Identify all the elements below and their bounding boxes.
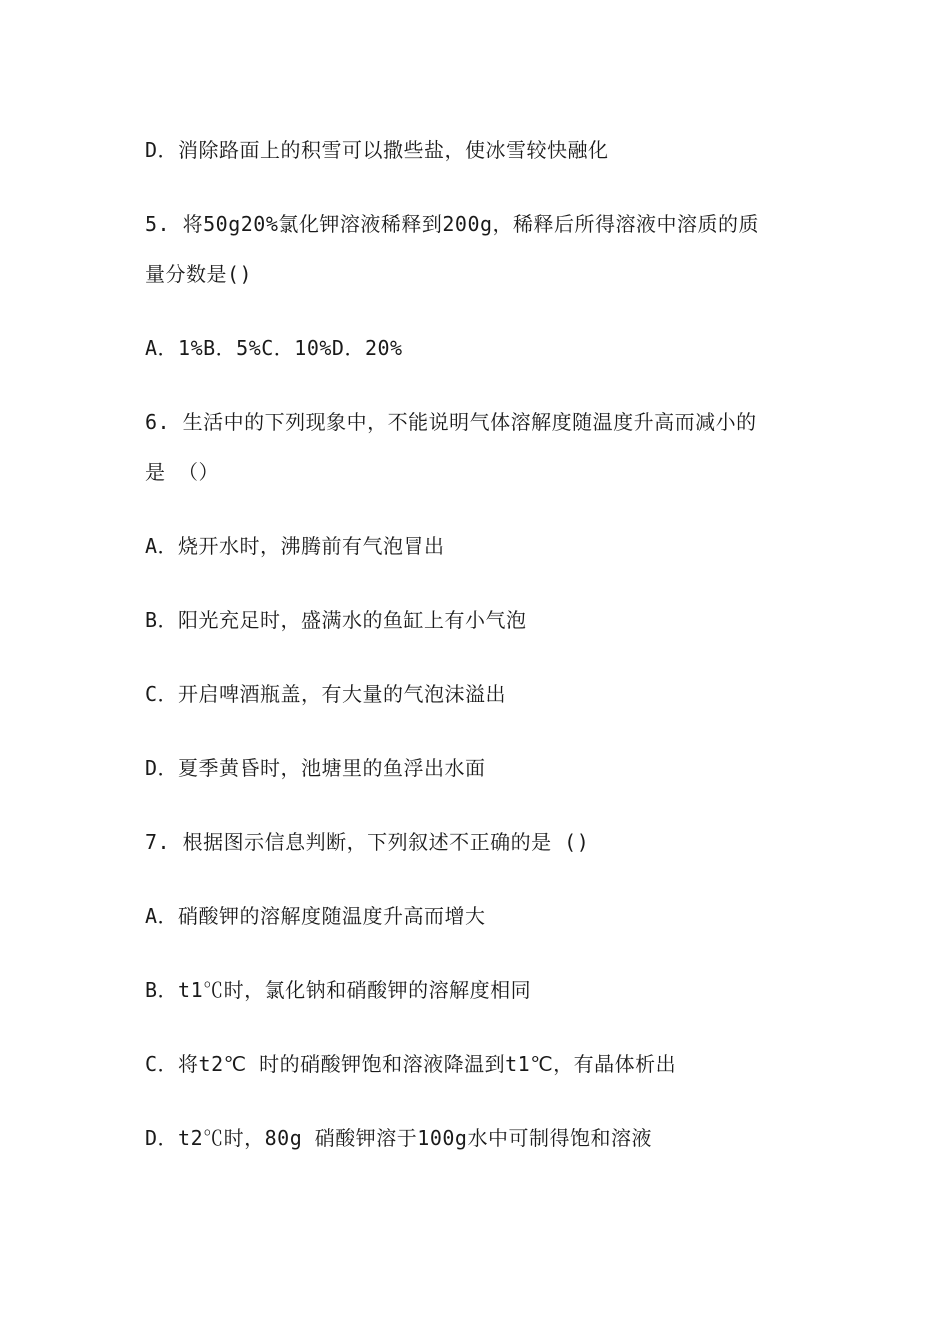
question-7-option-d: D．t2℃时，80g 硝酸钾溶于100g水中可制得饱和溶液 [145, 1126, 652, 1150]
option-4d: D．消除路面上的积雪可以撒些盐，使冰雪较快融化 [145, 138, 609, 162]
question-5-line-1: 5. 将50g20%氯化钾溶液稀释到200g，稀释后所得溶液中溶质的质 [145, 212, 760, 236]
question-7-option-c: C．将t2℃ 时的硝酸钾饱和溶液降温到t1℃，有晶体析出 [145, 1052, 677, 1076]
question-7-option-a: A．硝酸钾的溶解度随温度升高而增大 [145, 904, 486, 928]
question-6-option-a: A．烧开水时，沸腾前有气泡冒出 [145, 534, 445, 558]
question-5-options: A．1%B．5%C．10%D．20% [145, 336, 403, 360]
question-7-stem: 7. 根据图示信息判断，下列叙述不正确的是 () [145, 830, 590, 854]
question-6-option-c: C．开启啤酒瓶盖，有大量的气泡沫溢出 [145, 682, 507, 706]
question-6-option-d: D．夏季黄昏时，池塘里的鱼浮出水面 [145, 756, 486, 780]
question-6-option-b: B．阳光充足时，盛满水的鱼缸上有小气泡 [145, 608, 527, 632]
question-6-line-2: 是 （） [145, 460, 220, 484]
question-5-line-2: 量分数是() [145, 262, 253, 286]
question-7-option-b: B．t1℃时，氯化钠和硝酸钾的溶解度相同 [145, 978, 532, 1002]
question-6-line-1: 6. 生活中的下列现象中，不能说明气体溶解度随温度升高而减小的 [145, 410, 757, 434]
